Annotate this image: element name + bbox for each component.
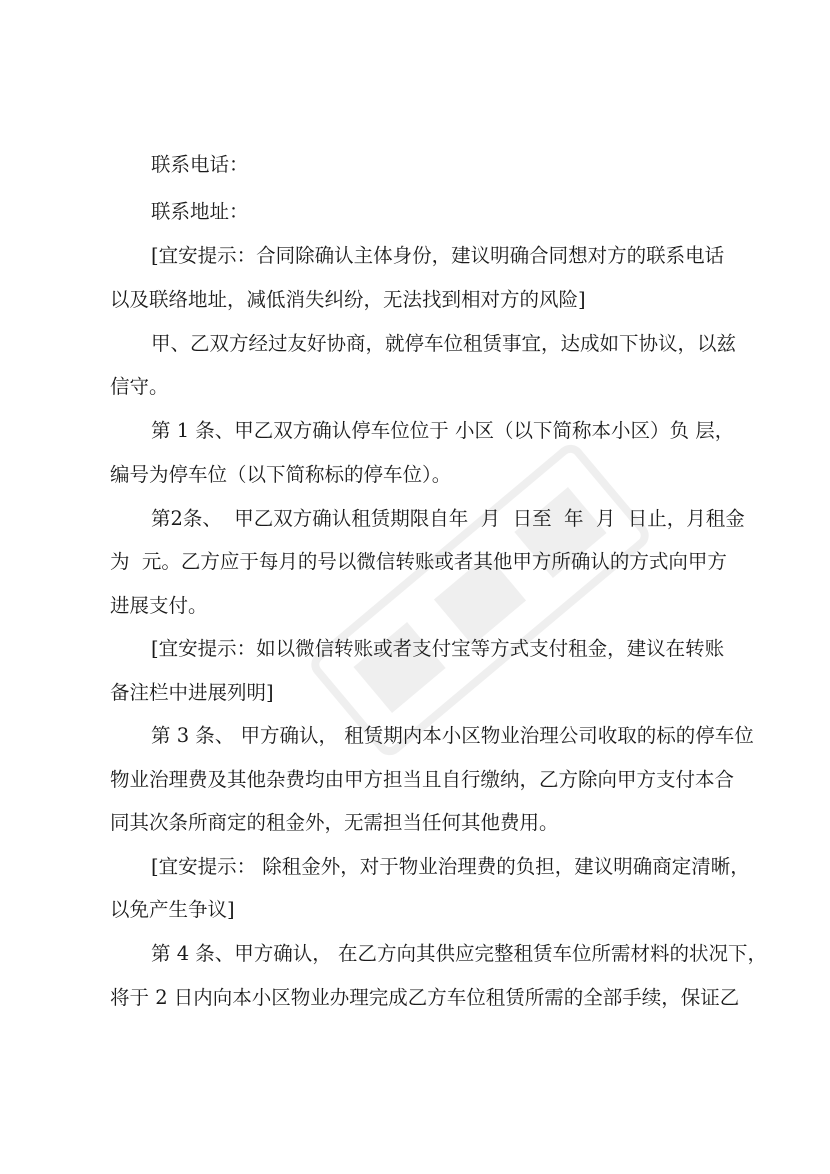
contact-phone-label: 联系电话： [151, 153, 249, 176]
article-2-line-2: 为 元。乙方应于每月的号以微信转账或者其他甲方所确认的方式向甲方 [110, 550, 727, 573]
article-2-line-1: 第2条、 甲乙双方确认租赁期限自年 月 日至 年 月 日止，月租金 [151, 507, 745, 530]
contact-address-label: 联系地址： [151, 200, 249, 223]
tip-2-line-2: 备注栏中进展列明] [110, 681, 274, 704]
article-1-line-1: 第 1 条、甲乙双方确认停车位位于 小区（以下简称本小区）负 层， [151, 419, 735, 442]
article-4-line-2: 将于 2 日内向本小区物业办理完成乙方车位租赁所需的全部手续，保证乙 [110, 986, 740, 1009]
tip-3-line-1: [宜安提示： 除租金外，对于物业治理费的负担，建议明确商定清晰， [151, 855, 750, 878]
article-2-line-3: 进展支付。 [110, 594, 208, 617]
article-3-line-1: 第 3 条、 甲方确认， 租赁期内本小区物业治理公司收取的标的停车位 [151, 724, 754, 747]
article-3-line-2: 物业治理费及其他杂费均由甲方担当且自行缴纳，乙方除向甲方支付本合 [110, 768, 735, 791]
article-3-line-3: 同其次条所商定的租金外，无需担当任何其他费用。 [110, 811, 559, 834]
preamble-line-2: 信守。 [110, 375, 169, 398]
article-1-line-2: 编号为停车位（以下简称标的停车位）。 [110, 463, 452, 486]
tip-2-line-1: [宜安提示：如以微信转账或者支付宝等方式支付租金，建议在转账 [151, 637, 725, 660]
article-4-line-1: 第 4 条、甲方确认， 在乙方向其供应完整租赁车位所需材料的状况下， [151, 942, 768, 965]
preamble-line-1: 甲、乙双方经过友好协商，就停车位租赁事宜，达成如下协议，以兹 [151, 332, 737, 355]
tip-3-line-2: 以免产生争议] [110, 898, 235, 921]
tip-1-line-1: [宜安提示：合同除确认主体身份，建议明确合同想对方的联系电话 [151, 244, 725, 267]
tip-1-line-2: 以及联络地址，减低消失纠纷，无法找到相对方的风险] [110, 288, 586, 311]
